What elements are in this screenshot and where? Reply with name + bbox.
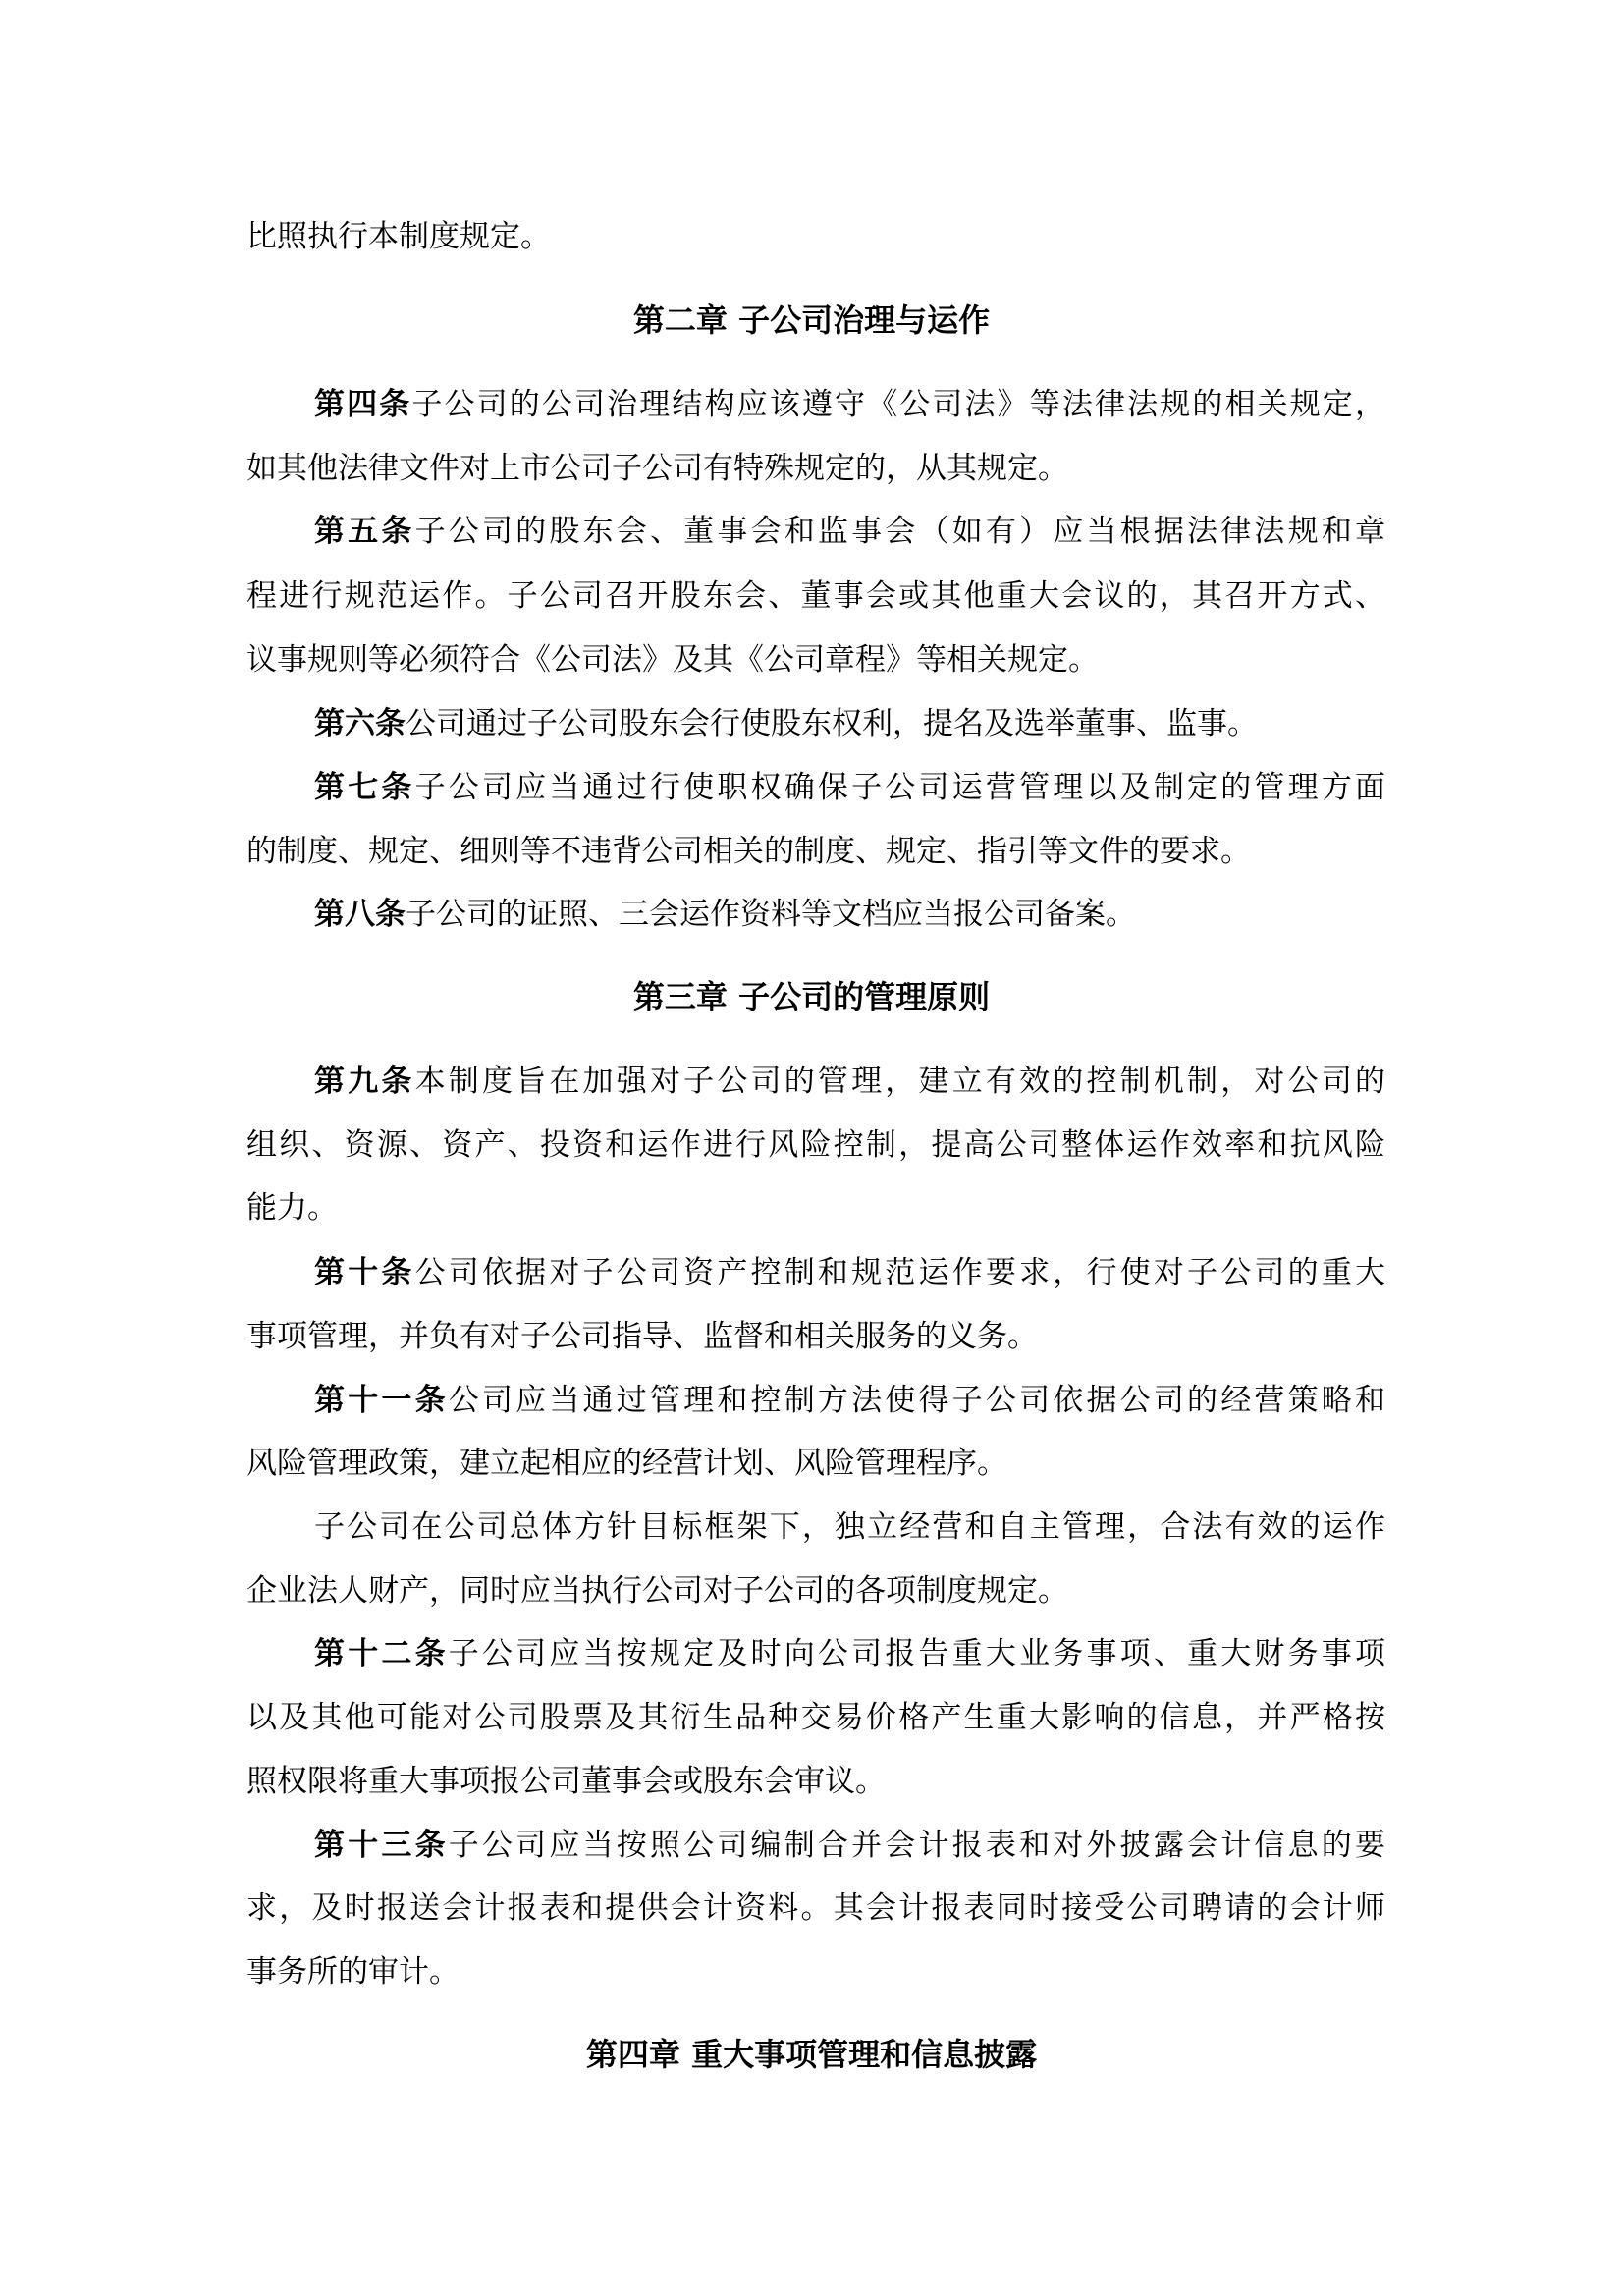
article-5-label: 第五条 [314, 514, 415, 549]
article-7-label: 第七条 [314, 770, 415, 805]
article-10-line-1 [314, 1253, 1385, 1292]
article-13-line-1 [314, 1826, 1385, 1865]
article-13-label: 第十三条 [314, 1828, 449, 1863]
article-11-para-2-line-1: 子公司在公司总体方针目标框架下，独立经营和自主管理，合法有效的运作 [314, 1509, 1385, 1545]
article-12-line-3: 照权限将重大事项报公司董事会或股东会审议。 [246, 1764, 886, 1799]
chapter-4-heading: 第四章 重大事项管理和信息披露 [585, 2036, 1038, 2073]
article-11-label: 第十一条 [314, 1383, 449, 1418]
chapter-3-heading: 第三章 子公司的管理原则 [632, 978, 991, 1015]
article-12-text: 子公司应当按规定及时向公司报告重大业务事项、重大财务事项 [448, 1636, 1386, 1671]
article-8-line-1 [314, 895, 1385, 934]
article-11-para-2-line-2: 企业法人财产，同时应当执行公司对子公司的各项制度规定。 [246, 1573, 1068, 1609]
article-5-text: 子公司的股东会、董事会和监事会（如有）应当根据法律法规和章 [414, 514, 1386, 549]
article-4-label: 第四条 [314, 387, 412, 422]
article-11-text: 公司应当通过管理和控制方法使得子公司依据公司的经营策略和 [448, 1383, 1386, 1418]
article-12-line-2: 以及其他可能对公司股票及其衍生品种交易价格产生重大影响的信息，并严格按 [246, 1700, 1385, 1735]
carryover-text: 比照执行本制度规定。 [246, 219, 551, 254]
article-10-label: 第十条 [314, 1255, 415, 1290]
article-11-line-1 [314, 1381, 1385, 1420]
article-4-line-2: 如其他法律文件对上市公司子公司有特殊规定的，从其规定。 [246, 451, 1068, 486]
article-7-line-1 [314, 768, 1385, 807]
article-4-text: 子公司的公司治理结构应该遵守《公司法》等法律法规的相关规定， [411, 387, 1385, 422]
article-10-line-2: 事项管理，并负有对子公司指导、监督和相关服务的义务。 [246, 1319, 1038, 1354]
article-9-text: 本制度旨在加强对子公司的管理，建立有效的控制机制，对公司的 [414, 1064, 1386, 1099]
article-9-line-2: 组织、资源、资产、投资和运作进行风险控制，提高公司整体运作效率和抗风险 [246, 1127, 1385, 1163]
article-4-line-1 [314, 385, 1385, 424]
article-6-label: 第六条 [314, 706, 406, 741]
article-10-text: 公司依据对子公司资产控制和规范运作要求，行使对子公司的重大 [414, 1255, 1386, 1290]
article-5-line-2: 程进行规范运作。子公司召开股东会、董事会或其他重大会议的，其召开方式、 [246, 578, 1385, 614]
article-8-label: 第八条 [314, 897, 406, 932]
article-9-line-3: 能力。 [246, 1190, 338, 1226]
article-6-line-1 [314, 704, 1385, 743]
article-7-text: 子公司应当通过行使职权确保子公司运营管理以及制定的管理方面 [414, 770, 1386, 805]
article-13-line-3: 事务所的审计。 [246, 1954, 460, 1990]
article-12-line-1 [314, 1634, 1385, 1673]
article-5-line-3: 议事规则等必须符合《公司法》及其《公司章程》等相关规定。 [246, 642, 1099, 678]
article-13-line-2: 求，及时报送会计报表和提供会计资料。其会计报表同时接受公司聘请的会计师 [246, 1890, 1385, 1926]
article-12-label: 第十二条 [314, 1636, 449, 1671]
article-9-line-1 [314, 1062, 1385, 1101]
article-7-line-2: 的制度、规定、细则等不违背公司相关的制度、规定、指引等文件的要求。 [246, 834, 1251, 869]
article-13-text: 子公司应当按照公司编制合并会计报表和对外披露会计信息的要 [448, 1828, 1386, 1863]
chapter-2-heading: 第二章 子公司治理与运作 [632, 301, 991, 339]
article-11-line-2: 风险管理政策，建立起相应的经营计划、风险管理程序。 [246, 1446, 1007, 1481]
article-8-text: 子公司的证照、三会运作资料等文档应当报公司备案。 [406, 897, 1136, 932]
article-6-text: 公司通过子公司股东会行使股东权利，提名及选举董事、监事。 [406, 706, 1258, 741]
article-9-label: 第九条 [314, 1064, 415, 1099]
article-5-line-1 [314, 512, 1385, 551]
